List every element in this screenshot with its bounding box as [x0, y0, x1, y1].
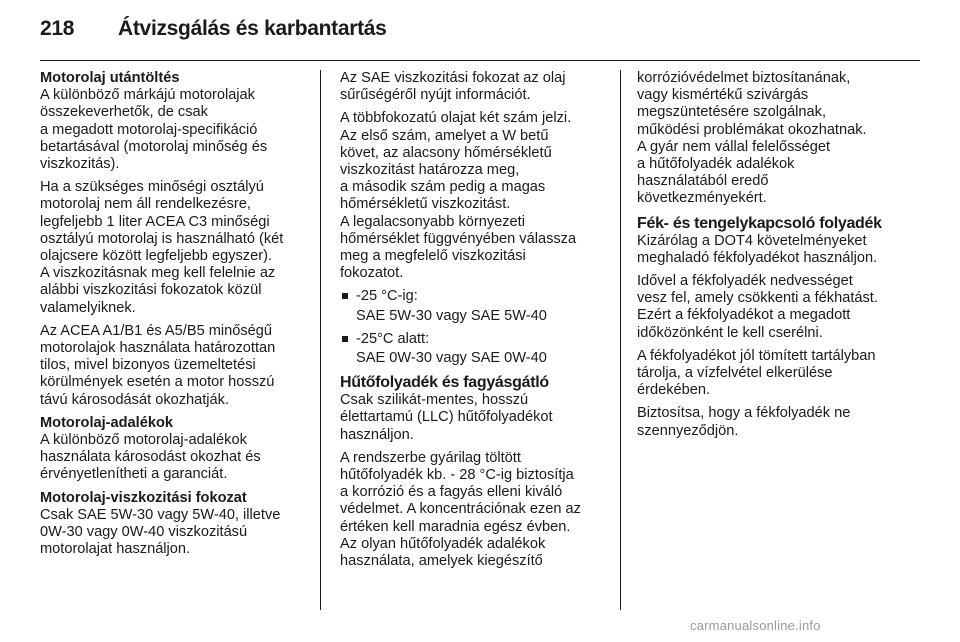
paragraph: Biztosítsa, hogy a fékfolyadék ne szennyeződjön.: [637, 405, 851, 439]
header-divider: [40, 60, 920, 61]
paragraph: A fékfolyadékot jól tömített tartályban tárolja, a vízfelvétel elkerülése érdekében.: [637, 347, 876, 399]
paragraph: A különböző márkájú motorolajak összekeverhetők, de csak a megadott motorolaj-specifikáció betartásával (motorolaj minőség és viszkozitás).: [40, 87, 268, 173]
bullet-value: SAE 0W-30 vagy SAE 0W-40: [356, 350, 547, 367]
bullet-square-icon: [342, 336, 348, 342]
column-1: [40, 70, 308, 564]
subheading-oil-viscosity: Motorolaj-viszkozitási fokozat: [40, 489, 247, 506]
bullet-item: [340, 331, 608, 348]
section-oil-viscosity: [40, 490, 308, 559]
paragraph: A rendszerbe gyárilag töltött hűtőfolyadék kb. - 28 °C-ig biztosítja a korrózió és a fagyás elleni kiváló védelmet. A koncentrációnak ezen az értéken kell maradnia egész évben. Az olyan hűtőfolyadék adalékok használata, amelyek kiegészítő: [340, 449, 581, 570]
column-3: [637, 70, 903, 446]
paragraph: A többfokozatú olajat két szám jelzi. Az első szám, amelyet a W betű követ, az alacsony hőmérsékletű viszkozitást határozza meg, a második szám pedig a magas hőmérsékletű viszkozitást. A legalacsonyabb környezeti hőmérséklet függvényében válassza meg a megfelelő viszkozitási fokozatot.: [340, 110, 577, 282]
paragraph: Az SAE viszkozitási fokozat az olaj sűrűségéről nyújt információt.: [340, 70, 566, 104]
paragraph: Csak szilikát-mentes, hosszú élettartamú (LLC) hűtőfolyadékot használjon.: [340, 392, 553, 443]
subheading-oil-additives: Motorolaj-adalékok: [40, 414, 173, 431]
paragraph: Az ACEA A1/B1 és A5/B5 minőségű motorolajok használata határozottan tilos, mivel bizonyos üzemeltetési körülmények esetén a motor hosszú távú károsodását okozhatják.: [40, 322, 276, 408]
paragraph: Idővel a fékfolyadék nedvességet vesz fel, amely csökkenti a fékhatást. Ezért a fékfolyadékot a megadott időközönként le kell cserélni.: [637, 273, 878, 341]
bullet-label: -25°C alatt:: [356, 330, 430, 347]
column-divider-1: [320, 70, 321, 610]
column-2: [340, 70, 608, 576]
bullet-value: SAE 5W-30 vagy SAE 5W-40: [356, 307, 547, 324]
bullet-label: -25 °C-ig:: [356, 288, 418, 305]
paragraph: korrózióvédelmet biztosítanának, vagy kismértékű szivárgás megszüntetésére szolgálnak, működési problémákat okozhatnak. A gyár nem vállal felelősséget a hűtőfolyadék adalékok használatából eredő következményekért.: [637, 70, 867, 207]
subheading-oil-topup: Motorolaj utántöltés: [40, 70, 180, 86]
paragraph: Kizárólag a DOT4 követelményeket meghaladó fékfolyadékot használjon.: [637, 232, 878, 266]
page-number: 218: [40, 17, 75, 40]
section-oil-topup: [40, 70, 308, 173]
page-title: Átvizsgálás és karbantartás: [118, 17, 387, 40]
column-divider-2: [620, 70, 621, 610]
bullet-item: [340, 288, 608, 305]
paragraph: A különböző motorolaj-adalékok használata károsodást okozhat és érvényetlenítheti a garanciát.: [40, 432, 261, 483]
section-heading-coolant: Hűtőfolyadék és fagyásgátló: [340, 374, 549, 392]
section-heading-brake-fluid: Fék- és tengelykapcsoló folyadék: [637, 214, 882, 232]
watermark: carmanualsonline.info: [690, 618, 821, 633]
paragraph: Ha a szükséges minőségi osztályú motorolaj nem áll rendelkezésre, legfeljebb 1 liter ACEA C3 minőségi osztályú motorolaj is használható (két olajcsere között legfeljebb egyszer). A viszkozitásnak meg kell felelnie az alábbi viszkozitási fokozatok közül valamelyiknek.: [40, 179, 284, 316]
section-oil-additives: [40, 415, 308, 484]
paragraph: Csak SAE 5W-30 vagy 5W-40, illetve 0W-30 vagy 0W-40 viszkozitású motorolajat használjon.: [40, 506, 281, 558]
bullet-square-icon: [342, 293, 348, 299]
